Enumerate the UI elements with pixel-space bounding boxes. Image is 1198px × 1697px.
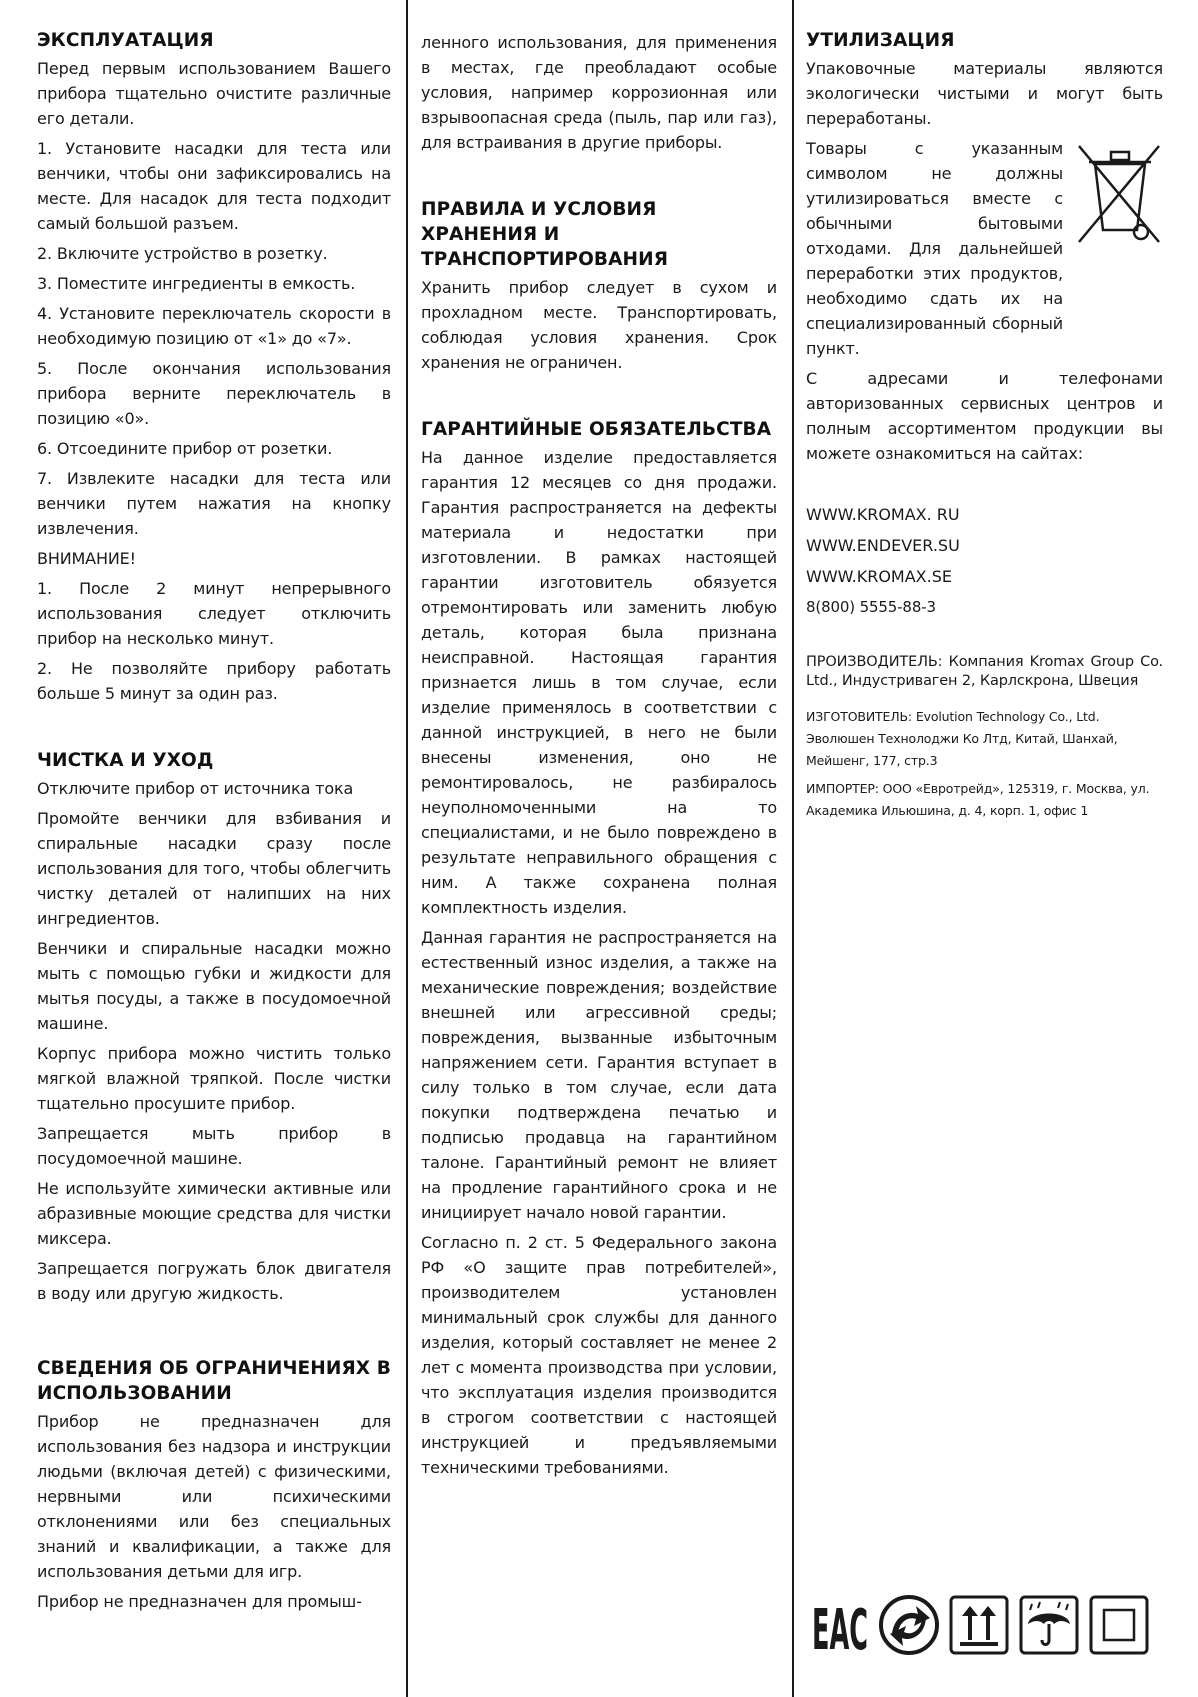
paragraph: Согласно п. 2 ст. 5 Федерального закона РФ «О защите прав потребителей», производителем установлен минимальный срок службы для данного изделия, который составляет не менее 2 лет с момента производства при условии, что эксплуатация изделия производится в строгом соответствии с настоящей инструкцией и предъявляемыми техническими требованиями. — [421, 1233, 777, 1477]
website-link[interactable]: WWW.KROMAX.SE — [806, 567, 952, 586]
this-way-up-icon — [948, 1594, 1010, 1656]
column-1 — [37, 28, 391, 1619]
paragraph: 5. После окончания использования прибора верните переключатель в позицию «0». — [37, 359, 391, 428]
eac-mark-icon — [810, 1593, 870, 1663]
paragraph: 7. Извлеките насадки для теста или венчики путем нажатия на кнопку извлечения. — [37, 469, 391, 538]
paragraph: Корпус прибора можно чистить только мягкой влажной тряпкой. После чистки тщательно просушите прибор. — [37, 1044, 391, 1113]
paragraph: ленного использования, для применения в местах, где преобладают особые условия, например коррозионная или взрывоопасная среда (пыль, пар или газ), для встраивания в другие приборы. — [421, 33, 777, 152]
phone-number: 8(800) 5555-88-3 — [806, 598, 936, 616]
paragraph: Данная гарантия не распространяется на естественный износ изделия, а также на механические повреждения; воздействие внешней или агрессивной среды; повреждения, вызванные избыточным напряжением сети. Гарантия вступает в силу только в том случае, если дата покупки подтверждена печатью и подписью продавца на гарантийном талоне. Гарантийный ремонт не влияет на продление гарантийного срока и не инициирует начало новой гарантии. — [421, 928, 777, 1222]
website-link[interactable]: WWW.ENDEVER.SU — [806, 536, 960, 555]
paragraph: Запрещается погружать блок двигателя в воду или другую жидкость. — [37, 1259, 391, 1303]
paragraph: 4. Установите переключатель скорости в необходимую позицию от «1» до «7». — [37, 304, 391, 348]
section-title-limits: СВЕДЕНИЯ ОБ ОГРАНИЧЕНИЯХ В ИСПОЛЬЗОВАНИИ — [37, 1358, 391, 1404]
section-title-care: ЧИСТКА И УХОД — [37, 750, 214, 771]
paragraph: 2. Включите устройство в розетку. — [37, 244, 328, 263]
column-divider-2 — [792, 0, 794, 1697]
recycle-icon — [878, 1594, 940, 1656]
paragraph: Товары с указанным символом не должны утилизироваться вместе с обычными бытовыми отходами. Для дальнейшей переработки этих продуктов, необходимо сдать их на специализированный сборный пункт. — [806, 139, 1063, 358]
paragraph: Прибор не предназначен для использования без надзора и инструкции людьми (включая детей) с физическими, нервными или психическими отклонениями или без специальных знаний и квалификации, а также для использования детьми для игр. — [37, 1412, 391, 1581]
column-divider-1 — [406, 0, 408, 1697]
column-3 — [806, 28, 1163, 822]
paragraph: Не используйте химически активные или абразивные моющие средства для чистки миксера. — [37, 1179, 391, 1248]
paragraph: 2. Не позволяйте прибору работать больше 5 минут за один раз. — [37, 659, 391, 703]
paragraph: Хранить прибор следует в сухом и прохладном месте. Транспортировать, соблюдая условия хранения. Срок хранения не ограничен. — [421, 278, 777, 372]
paragraph: 3. Поместите ингредиенты в емкость. — [37, 274, 356, 293]
maker-info: ИЗГОТОВИТЕЛЬ: Evolution Technology Co., Ltd. Эволюшен Технолоджи Ко Лтд, Китай, Шанхай, Мейшенг, 177, стр.3 — [806, 709, 1118, 768]
paragraph: Упаковочные материалы являются экологически чистыми и могут быть переработаны. — [806, 59, 1163, 128]
keep-dry-icon — [1018, 1594, 1080, 1656]
square-mark-icon — [1088, 1594, 1150, 1656]
paragraph: С адресами и телефонами авторизованных сервисных центров и полным ассортиментом продукции вы можете ознакомиться на сайтах: — [806, 369, 1163, 463]
certification-marks — [810, 1590, 1160, 1663]
disposal-symbol-block — [806, 136, 1163, 361]
paragraph: Перед первым использованием Вашего прибора тщательно очистите различные его детали. — [37, 59, 391, 128]
paragraph: 6. Отсоедините прибор от розетки. — [37, 439, 333, 458]
paragraph: Отключите прибор от источника тока — [37, 779, 354, 798]
section-title-disposal: УТИЛИЗАЦИЯ — [806, 30, 955, 51]
paragraph: 1. Установите насадки для теста или венчики, чтобы они зафиксировались на месте. Для насадок для теста подходит самый большой разъем. — [37, 139, 391, 233]
paragraph: Венчики и спиральные насадки можно мыть с помощью губки и жидкости для мытья посуды, а также в посудомоечной машине. — [37, 939, 391, 1033]
paragraph: Запрещается мыть прибор в посудомоечной машине. — [37, 1124, 391, 1168]
paragraph: Промойте венчики для взбивания и спиральные насадки сразу после использования для того, чтобы облегчить чистку деталей от налипших на них ингредиентов. — [37, 809, 391, 928]
column-2 — [421, 30, 777, 1485]
paragraph: 1. После 2 минут непрерывного использования следует отключить прибор на несколько минут. — [37, 579, 391, 648]
website-link[interactable]: WWW.KROMAX. RU — [806, 505, 960, 524]
attention-label: ВНИМАНИЕ! — [37, 549, 136, 568]
section-title-operation: ЭКСПЛУАТАЦИЯ — [37, 30, 214, 51]
section-title-warranty: ГАРАНТИЙНЫЕ ОБЯЗАТЕЛЬСТВА — [421, 419, 772, 440]
manufacturer-info: ПРОИЗВОДИТЕЛЬ: Компания Kromax Group Co. Ltd., Индустриваген 2, Карлскрона, Швеция — [806, 654, 1163, 689]
importer-info: ИМПОРТЕР: ООО «Евротрейд», 125319, г. Москва, ул. Академика Ильюшина, д. 4, корп. 1, офис 1 — [806, 781, 1150, 818]
svg-text:EAC: EAC — [812, 1598, 868, 1663]
crossed-bin-icon — [1075, 138, 1163, 246]
section-title-storage: ПРАВИЛА И УСЛОВИЯ ХРАНЕНИЯ И ТРАНСПОРТИРОВАНИЯ — [421, 199, 669, 270]
paragraph: Прибор не предназначен для промыш- — [37, 1592, 362, 1611]
paragraph: На данное изделие предоставляется гарантия 12 месяцев со дня продажи. Гарантия распространяется на дефекты материала и недостатки при изготовлении. В рамках настоящей гарантии изготовитель обязуется отремонтировать или заменить любую деталь, которая была признана неисправной. Настоящая гарантия признается лишь в том случае, если изделие применялось в соответствии с данной инструкцией, в него не были внесены изменения, оно не ремонтировалось, не разбиралось неуполномоченными на то специалистами, и не было повреждено в результате неправильного обращения с ним. А также сохранена полная комплектность изделия. — [421, 448, 777, 917]
